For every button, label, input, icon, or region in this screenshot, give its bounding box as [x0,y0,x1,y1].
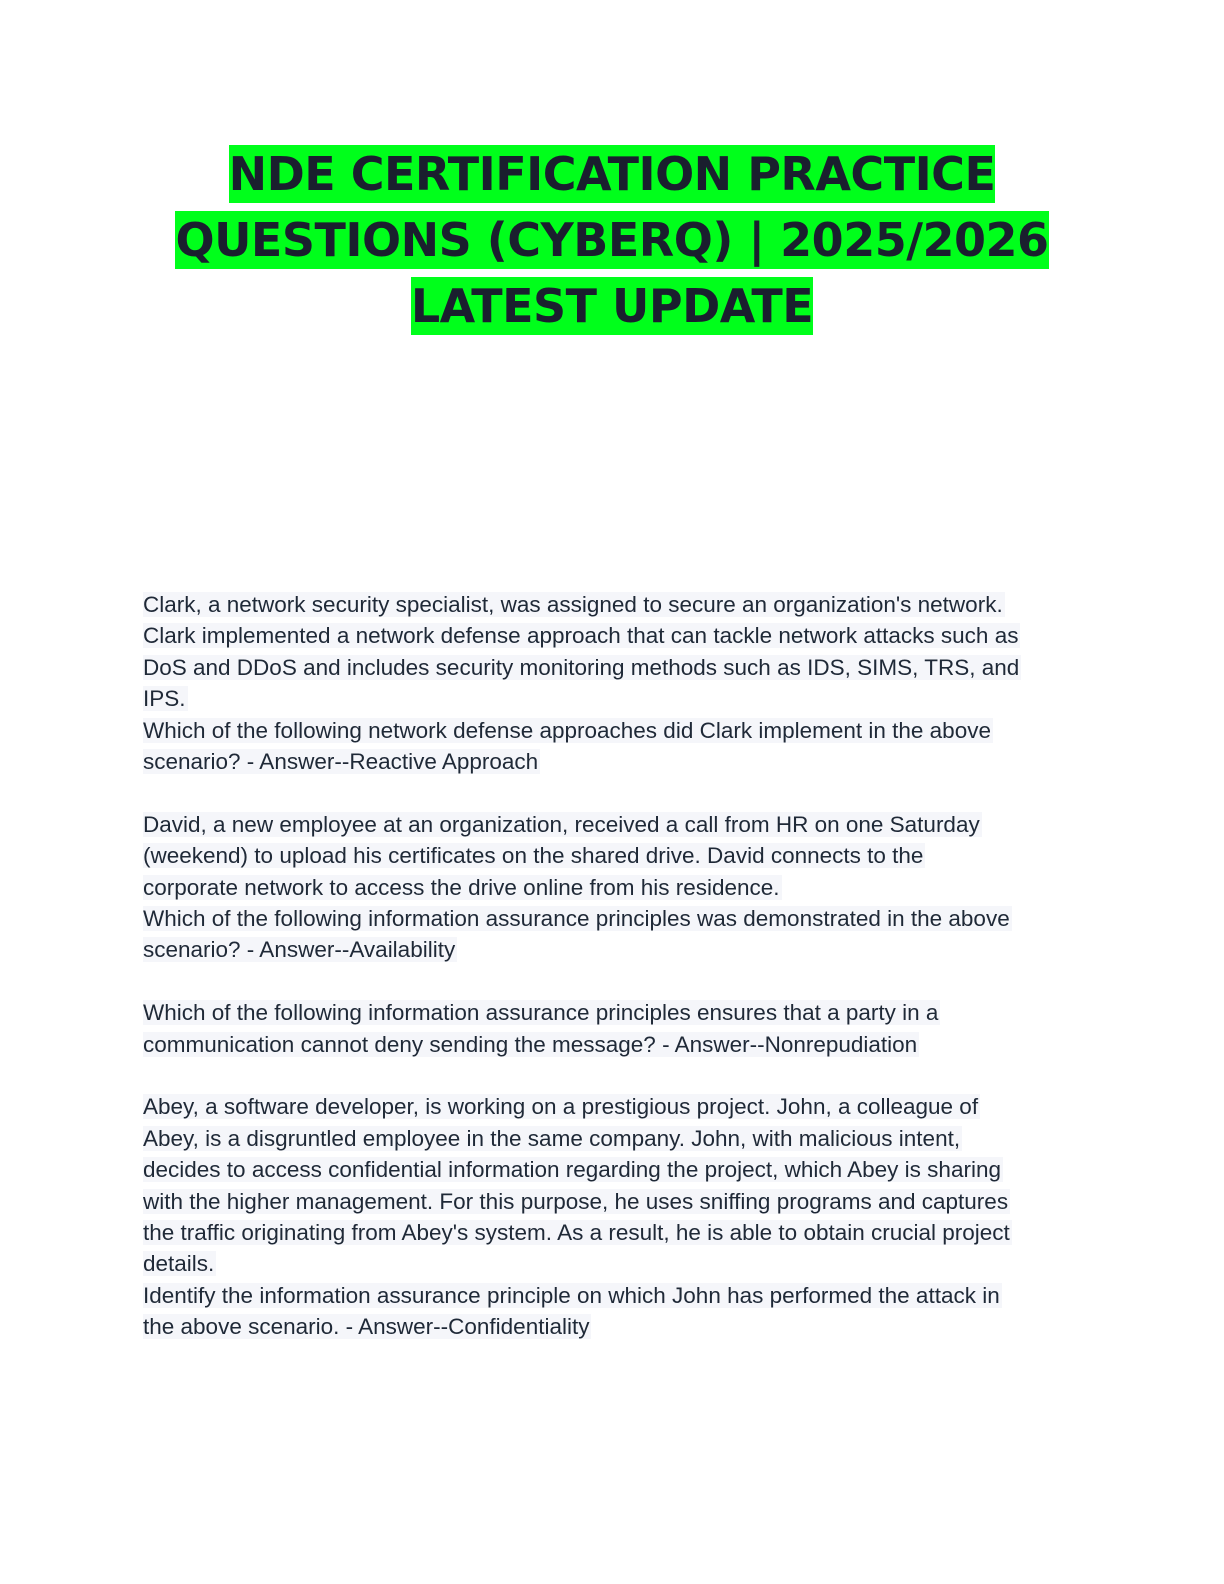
text-span: corporate network to access the drive online from his residence. [143,874,780,900]
title-line-1: NDE CERTIFICATION PRACTICE [228,147,996,201]
text-span: Abey, is a disgruntled employee in the same company. John, with malicious intent, [143,1125,961,1151]
text-span: communication cannot deny sending the message? - Answer--Nonrepudiation [143,1031,918,1057]
answer-line [143,1029,1083,1060]
text-span: (weekend) to upload his certificates on the shared drive. David connects to the [143,843,924,869]
text-line [143,1248,1083,1279]
title-row-2 [0,207,1224,273]
text-line [143,840,1083,871]
text-span: the above scenario. - Answer--Confidentiality [143,1314,590,1340]
text-span: scenario? - Answer--Availability [143,937,456,963]
text-line [143,872,1083,903]
text-line [143,809,1083,840]
text-line [143,652,1083,683]
text-span: David, a new employee at an organization, received a call from HR on one Saturday [143,811,980,837]
text-line [143,1217,1083,1248]
answer-line [143,934,1083,965]
text-span: Abey, a software developer, is working on a prestigious project. John, a colleague of [143,1094,979,1120]
answer-line [143,1311,1083,1342]
text-line [143,683,1083,714]
text-span: Which of the following network defense approaches did Clark implement in the above [143,717,991,743]
text-span: DoS and DDoS and includes security monitoring methods such as IDS, SIMS, TRS, and [143,654,1020,680]
text-span: Identify the information assurance principle on which John has performed the attack in [143,1282,1000,1308]
text-line [143,1123,1083,1154]
document-title [0,141,1224,339]
text-line [143,1154,1083,1185]
answer-line [143,746,1083,777]
text-span: details. [143,1251,215,1277]
question-list [143,589,1083,1374]
text-line [143,1280,1083,1311]
text-span: Which of the following information assurance principles was demonstrated in the above [143,906,1010,932]
text-line [143,620,1083,651]
text-span: scenario? - Answer--Reactive Approach [143,749,539,775]
text-span: IPS. [143,686,186,712]
text-line [143,1091,1083,1122]
text-line [143,1186,1083,1217]
question-item-2 [143,809,1083,966]
text-line [143,589,1083,620]
title-row-1 [0,141,1224,207]
title-line-2: QUESTIONS (CYBERQ) | 2025/2026 [175,213,1049,267]
text-span: decides to access confidential information regarding the project, which Abey is sharing [143,1157,1001,1183]
question-item-1 [143,589,1083,777]
text-line [143,997,1083,1028]
text-span: Clark, a network security specialist, was assigned to secure an organization's network. [143,592,1003,617]
text-span: the traffic originating from Abey's system. As a result, he is able to obtain crucial project [143,1220,1010,1246]
text-line [143,903,1083,934]
title-line-3: LATEST UPDATE [410,279,814,333]
question-item-4 [143,1091,1083,1342]
text-line [143,715,1083,746]
text-span: with the higher management. For this purpose, he uses sniffing programs and captures [143,1188,1009,1214]
text-span: Clark implemented a network defense approach that can tackle network attacks such as [143,623,1019,649]
text-span: Which of the following information assurance principles ensures that a party in a [143,1000,939,1026]
question-item-3 [143,997,1083,1060]
title-row-3 [0,273,1224,339]
